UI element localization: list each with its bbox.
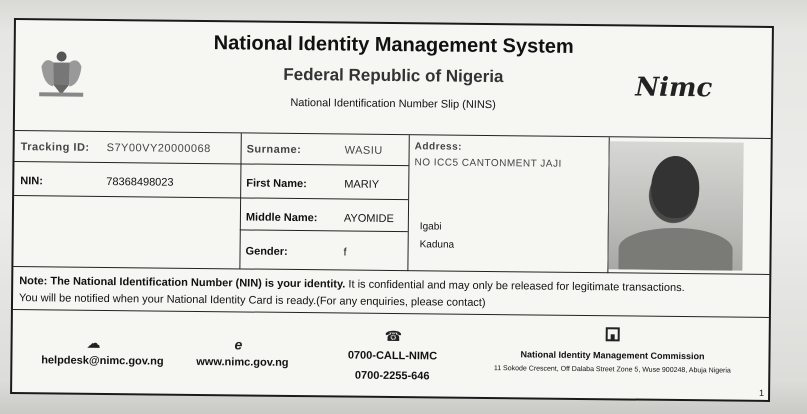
nimc-logo: Nimc <box>635 72 713 104</box>
note-line-2: You will be notified when your National Identity Card is ready.(For any enquiries, please contact) <box>18 292 486 309</box>
website: www.nimc.gov.ng <box>196 355 289 369</box>
photo-shoulders <box>618 227 732 270</box>
note-bold: Note: The National Identification Number (NIN) is your identity. <box>19 275 346 291</box>
note-section <box>13 266 769 318</box>
surname-value: WASIU <box>344 144 383 157</box>
passport-photo <box>607 141 743 270</box>
tracking-id-value: S7Y00VY20000068 <box>106 142 211 156</box>
surname-label: Surname: <box>246 143 302 157</box>
browser-e-icon: e <box>234 336 243 353</box>
phone-2: 0700-2255-646 <box>354 369 430 383</box>
slip-subtitle: Federal Republic of Nigeria <box>283 64 504 87</box>
divider <box>407 135 409 271</box>
slip-footer <box>12 310 769 404</box>
cloud-icon: ☁ <box>86 334 101 351</box>
first-name-label: First Name: <box>246 177 307 191</box>
divider <box>14 161 408 166</box>
gender-label: Gender: <box>245 245 288 258</box>
slip-name: National Identification Number Slip (NINS) <box>290 96 496 112</box>
nin-label: NIN: <box>20 175 43 188</box>
corner-mark: 1 <box>759 387 765 398</box>
nin-value: 78368498023 <box>106 176 174 189</box>
identity-fields-grid <box>13 130 770 275</box>
building-icon <box>605 326 621 342</box>
divider <box>14 195 408 200</box>
commission-name: National Identity Management Commission <box>520 349 705 362</box>
middle-name-label: Middle Name: <box>245 211 318 225</box>
divider <box>240 229 408 232</box>
phone-1: 0700-CALL-NIMC <box>347 349 438 363</box>
slip-header <box>15 20 772 138</box>
tracking-id-label: Tracking ID: <box>20 141 90 154</box>
commission-address: 11 Sokode Crescent, Off Dalaba Street Zone 5, Wuse 900248, Abuja Nigeria <box>493 365 731 375</box>
phone-icon: ☎ <box>384 327 403 345</box>
slip-title: National Identity Management System <box>213 32 574 58</box>
note-rest: It is confidential and may only be released for legitimate transactions. <box>345 278 685 295</box>
first-name-value: MARIY <box>344 178 380 191</box>
divider <box>239 133 241 269</box>
address-line-2: Igabi <box>419 221 442 233</box>
helpdesk-email: helpdesk@nimc.gov.ng <box>41 354 164 368</box>
address-line-1: NO ICC5 CANTONMENT JAJI <box>414 157 562 170</box>
gender-value: f <box>343 246 347 259</box>
nin-slip <box>10 18 774 402</box>
photo-head <box>651 156 700 218</box>
address-label: Address: <box>414 141 463 153</box>
middle-name-value: AYOMIDE <box>343 212 394 226</box>
address-line-3: Kaduna <box>419 239 455 251</box>
